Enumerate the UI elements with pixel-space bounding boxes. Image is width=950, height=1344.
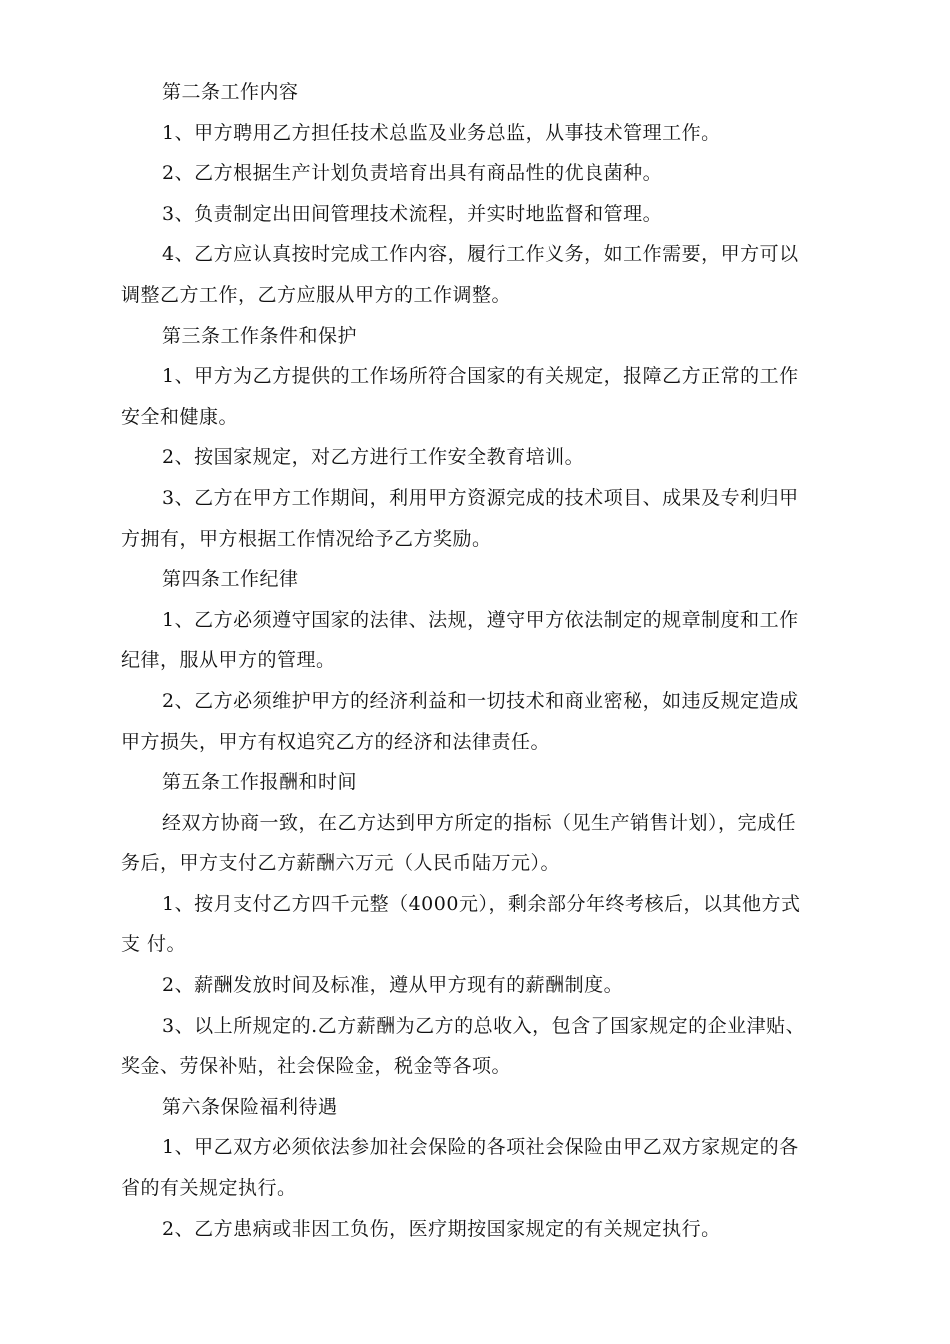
section-heading-4: 第四条工作纪律 (162, 568, 299, 591)
clause-4-2: 2、乙方必须维护甲方的经济利益和一切技术和商业密秘，如违反规定造成 (162, 689, 799, 712)
clause-3-1-cont: 安全和健康。 (121, 405, 239, 428)
clause-3-2: 2、按国家规定，对乙方进行工作安全教育培训。 (162, 446, 585, 469)
clause-4-2-cont: 甲方损失，甲方有权追究乙方的经济和法律责任。 (121, 730, 551, 753)
section-heading-6: 第六条保险福利待遇 (162, 1095, 338, 1118)
clause-6-2: 2、乙方患病或非因工负伤，医疗期按国家规定的有关规定执行。 (162, 1217, 721, 1240)
clause-3-3: 3、乙方在甲方工作期间，利用甲方资源完成的技术项目、成果及专利归甲 (162, 486, 799, 509)
clause-2-1: 1、甲方聘用乙方担任技术总监及业务总监，从事技术管理工作。 (162, 121, 721, 144)
clause-4-1-cont: 纪律，服从甲方的管理。 (121, 649, 336, 672)
clause-2-4: 4、乙方应认真按时完成工作内容，履行工作义务，如工作需要，甲方可以 (162, 243, 799, 266)
clause-3-1: 1、甲方为乙方提供的工作场所符合国家的有关规定，报障乙方正常的工作 (162, 365, 799, 388)
clause-5-3: 3、以上所规定的.乙方薪酬为乙方的总收入，包含了国家规定的企业津贴、 (162, 1014, 806, 1037)
clause-5-2: 2、薪酬发放时间及标准，遵从甲方现有的薪酬制度。 (162, 974, 624, 997)
clause-6-1-cont: 省的有关规定执行。 (121, 1177, 297, 1200)
section-heading-5: 第五条工作报酬和时间 (162, 771, 358, 794)
clause-4-1: 1、乙方必须遵守国家的法律、法规，遵守甲方依法制定的规章制度和工作 (162, 608, 799, 631)
clause-6-1: 1、甲乙双方必须依法参加社会保险的各项社会保险由甲乙双方家规定的各 (162, 1136, 799, 1159)
clause-2-2: 2、乙方根据生产计划负责培育出具有商品性的优良菌种。 (162, 162, 663, 185)
clause-2-4-cont: 调整乙方工作，乙方应服从甲方的工作调整。 (121, 283, 512, 306)
clause-5-intro: 经双方协商一致，在乙方达到甲方所定的指标（见生产销售计划），完成任 (162, 811, 797, 834)
section-heading-2: 第二条工作内容 (162, 81, 299, 103)
clause-5-1-cont: 支 付。 (121, 933, 187, 956)
clause-2-3: 3、负责制定出田间管理技术流程，并实时地监督和管理。 (162, 202, 663, 225)
clause-5-3-cont: 奖金、劳保补贴，社会保险金，税金等各项。 (121, 1055, 512, 1078)
clause-5-intro-cont: 务后，甲方支付乙方薪酬六万元（人民币陆万元）。 (121, 852, 561, 875)
clause-5-1: 1、按月支付乙方四千元整（4000元），剩余部分年终考核后，以其他方式 (162, 892, 801, 915)
clause-3-3-cont: 方拥有，甲方根据工作情况给予乙方奖励。 (121, 527, 492, 550)
section-heading-3: 第三条工作条件和保护 (162, 324, 358, 347)
document-page (121, 72, 836, 1249)
